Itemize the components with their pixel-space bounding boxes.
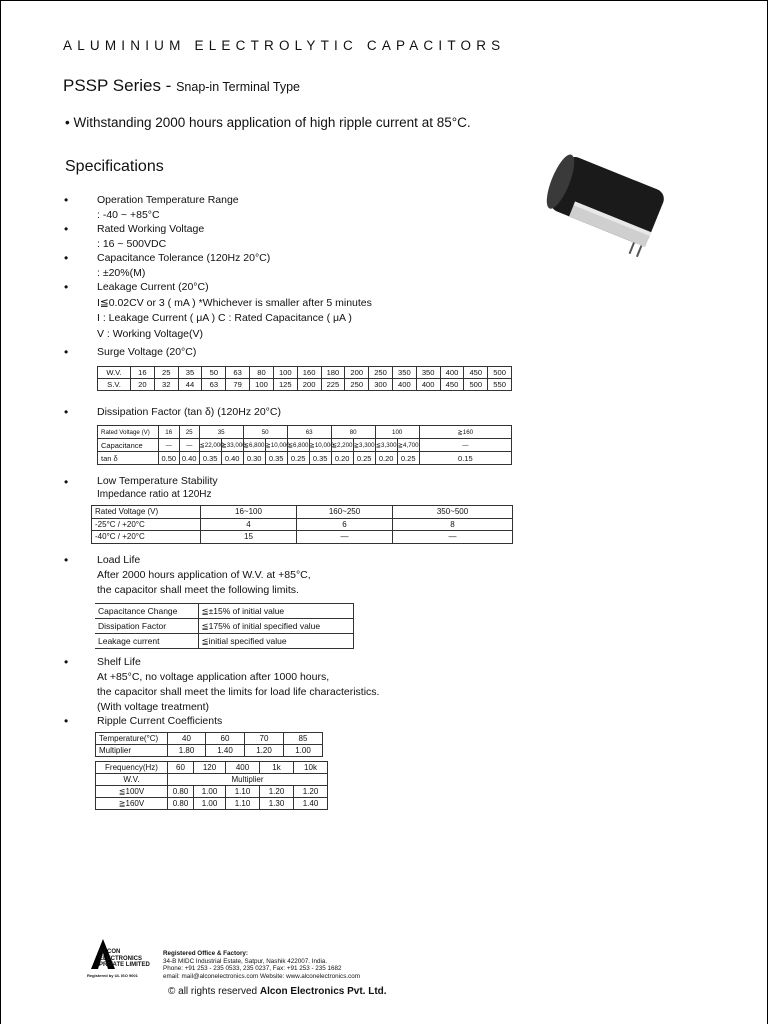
table-row: S.V. 20 32 44 63 79 100 125 200 225 250 300 400 400 450 500 550: [98, 379, 512, 391]
document-header: ALUMINIUM ELECTROLYTIC CAPACITORS: [63, 38, 506, 53]
spec-capacitance-tolerance: Capacitance Tolerance (120Hz 20°C) : ±20%(M): [97, 252, 271, 279]
table-row: Dissipation Factor ≦175% of initial specified value: [95, 619, 353, 634]
spec-leakage-current: Leakage Current (20°C) I≦0.02CV or 3 ( mA ) *Whichever is smaller after 5 minutes I : Leakage Current ( μA ) C : Rated Capacitance ( μA ) V : Working Voltage(V): [97, 281, 372, 340]
low-temperature-table: [91, 505, 513, 544]
series-title: [63, 76, 300, 96]
tagline: • Withstanding 2000 hours application of high ripple current at 85°C.: [65, 115, 471, 130]
table-row: W.V. 16 25 35 50 63 80 100 160 180 200 250 350 350 400 450 500: [98, 367, 512, 379]
table-row: Capacitance — — ≦22,000 ≧33,000 ≦6,800 ≧10,000 ≦6,800 ≧10,000 ≦2,200 ≧3,300 ≦3,300 ≧4,700 —: [98, 439, 512, 452]
copyright: © all rights reserved Alcon Electronics Pvt. Ltd.: [168, 986, 387, 997]
spec-shelf-life: Shelf Life At +85°C, no voltage application after 1000 hours, the capacitor shall meet the limits for load life characteristics. (With voltage treatment): [97, 656, 380, 713]
left-border: [0, 0, 1, 1024]
footer-address: Registered Office & Factory: 34-B MIDC Industrial Estate, Satpur, Nashik 422007. India. Phone: +91 253 - 235 0533, 235 0237, Fax: +91 253 - 235 1682 email: mail@alconelectronics.com Website: www.alconelectronics.com: [163, 950, 361, 981]
bullet: •: [64, 280, 69, 294]
spec-low-temperature-stability: Low Temperature Stability Impedance ratio at 120Hz: [97, 475, 218, 500]
specifications-heading: Specifications: [65, 158, 164, 175]
table-row: Temperature(°C) 40 60 70 85: [96, 733, 323, 745]
series-type: Snap-in Terminal Type: [176, 80, 300, 94]
spec-dissipation-factor: Dissipation Factor (tan δ) (120Hz 20°C): [97, 406, 281, 418]
table-row: -40°C / +20°C 15 — —: [92, 531, 513, 544]
table-row: W.V. Multiplier: [96, 774, 328, 786]
table-row: Frequency(Hz) 60 120 400 1k 10k: [96, 762, 328, 774]
bullet: •: [64, 655, 69, 669]
logo-text: ALCON ELECTRONICS PRIVATE LIMITED: [99, 949, 150, 968]
temperature-multiplier-table: [95, 732, 323, 757]
bullet: •: [64, 475, 69, 489]
spec-surge-voltage: Surge Voltage (20°C): [97, 346, 197, 358]
spec-load-life: Load Life After 2000 hours application of W.V. at +85°C, the capacitor shall meet the following limits.: [97, 554, 311, 596]
frequency-multiplier-table: [95, 761, 328, 810]
capacitor-image: [540, 150, 665, 265]
bullet: •: [64, 222, 69, 236]
spec-operation-temperature: Operation Temperature Range : -40 ~ +85°C: [97, 194, 239, 221]
table-row: tan δ 0.50 0.40 0.35 0.40 0.30 0.35 0.25 0.35 0.20 0.25 0.20 0.25 0.15: [98, 452, 512, 465]
table-row: Leakage current ≦initial specified value: [95, 634, 353, 649]
top-border: [0, 0, 768, 1]
series-name: PSSP Series -: [63, 76, 172, 95]
table-row: Capacitance Change ≦±15% of initial value: [95, 604, 353, 619]
bullet: •: [64, 405, 69, 419]
spec-ripple-current: Ripple Current Coefficients: [97, 715, 223, 727]
table-row: -25°C / +20°C 4 6 8: [92, 518, 513, 531]
table-row: Rated Voltage (V) 16~100 160~250 350~500: [92, 506, 513, 519]
table-row: ≦100V 0.80 1.00 1.10 1.20 1.20: [96, 786, 328, 798]
load-life-table: [95, 603, 354, 649]
logo-registration: Registered by UL ISO 9001: [87, 973, 138, 978]
spec-rated-voltage: Rated Working Voltage : 16 ~ 500VDC: [97, 223, 205, 250]
dissipation-factor-table: [97, 425, 512, 465]
bullet: •: [64, 345, 69, 359]
surge-voltage-table: [97, 366, 512, 391]
bullet: •: [64, 714, 69, 728]
table-row: Rated Voltage (V) 16 25 35 50 63 80 100 ≧160: [98, 426, 512, 439]
bullet: •: [64, 251, 69, 265]
table-row: Multiplier 1.80 1.40 1.20 1.00: [96, 745, 323, 757]
table-row: ≧160V 0.80 1.00 1.10 1.30 1.40: [96, 798, 328, 810]
alcon-logo: [87, 935, 157, 985]
bullet: •: [64, 553, 69, 567]
bullet: •: [64, 193, 69, 207]
